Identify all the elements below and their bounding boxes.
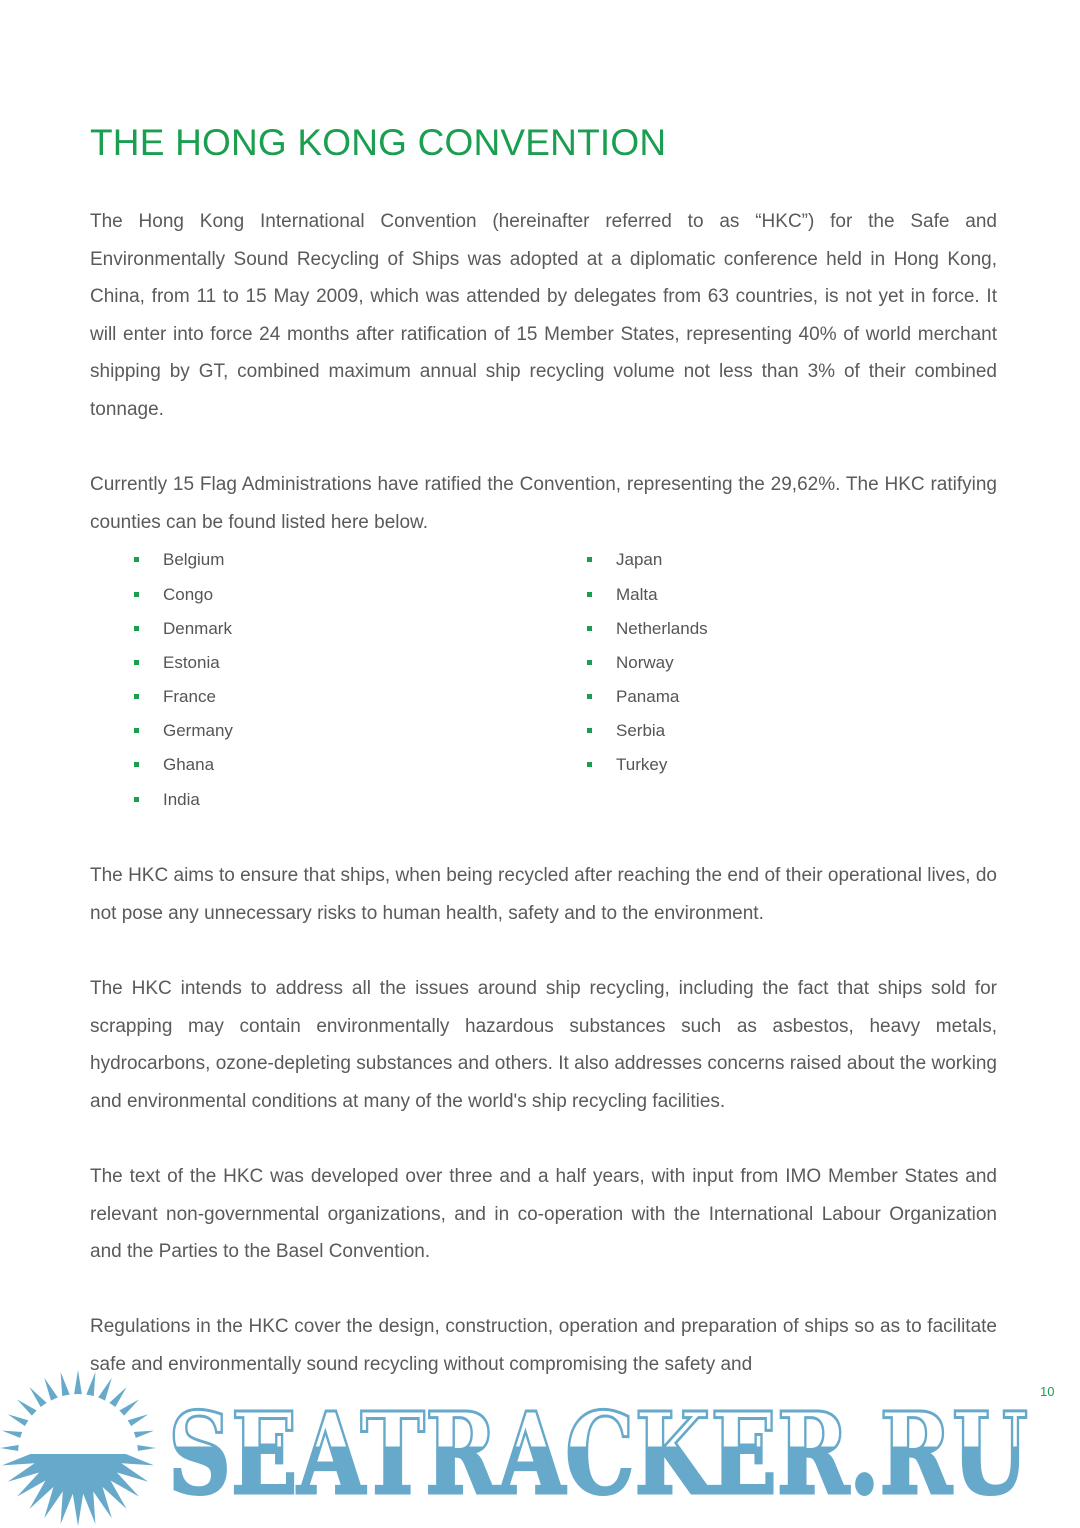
- bullet-icon: [134, 626, 139, 631]
- sun-icon: [0, 1370, 156, 1526]
- country-lists: [90, 543, 997, 815]
- country-list-left: [134, 543, 233, 817]
- paragraph-issues: The HKC intends to address all the issues around ship recycling, including the fact that ships sold for scrapping may contain environmentally hazardous substances such as asbestos, heavy metals, hydrocarbons, ozone-depleting substances and others. It also addresses concerns raised about the working and environmental conditions at many of the world's ship recycling facilities.: [90, 978, 997, 1112]
- country-name: Panama: [616, 687, 680, 707]
- list-item: [587, 578, 708, 612]
- watermark-text: SEATRACKER.RU: [168, 1389, 1028, 1520]
- country-name: Norway: [616, 652, 674, 672]
- bullet-icon: [134, 592, 139, 597]
- page-number: 10: [1040, 1384, 1055, 1399]
- list-item: [587, 646, 708, 680]
- bullet-icon: [587, 762, 592, 767]
- bullet-icon: [587, 728, 592, 733]
- paragraph-aims: The HKC aims to ensure that ships, when being recycled after reaching the end of their operational lives, do not pose any unnecessary risks to human health, safety and to the environment.: [90, 865, 997, 924]
- bullet-icon: [134, 728, 139, 733]
- page-title: THE HONG KONG CONVENTION: [90, 122, 667, 163]
- country-name: Turkey: [616, 755, 668, 775]
- bullet-icon: [587, 557, 592, 562]
- paragraph-ratification: Currently 15 Flag Administrations have ratified the Convention, representing the 29,62%. The HKC ratifying counties can be found listed here below.: [90, 474, 997, 533]
- seatracker-watermark-logo: [0, 1366, 1080, 1528]
- list-item: [587, 543, 708, 577]
- paragraph-development: The text of the HKC was developed over three and a half years, with input from IMO Member States and relevant non-governmental organizations, and in co-operation with the International Labour Organization and the Parties to the Basel Convention.: [90, 1166, 997, 1263]
- page-body: [90, 203, 997, 1384]
- list-item: [134, 748, 233, 782]
- country-name: Japan: [616, 550, 663, 570]
- bullet-icon: [587, 694, 592, 699]
- bullet-icon: [134, 762, 139, 767]
- country-name: Denmark: [163, 618, 232, 638]
- bullet-icon: [587, 626, 592, 631]
- list-item: [134, 543, 233, 577]
- bullet-icon: [134, 694, 139, 699]
- list-item: [587, 714, 708, 748]
- paragraph-intro: The Hong Kong International Convention (hereinafter referred to as “HKC”) for the Safe and Environmentally Sound Recycling of Ships was adopted at a diplomatic conference held in Hong Kong, China, from 11 to 15 May 2009, which was attended by delegates from 63 countries, is not yet in force. It will enter into force 24 months after ratification of 15 Member States, representing 40% of world merchant shipping by GT, combined maximum annual ship recycling volume not less than 3% of their combined tonnage.: [90, 211, 997, 420]
- list-item: [134, 714, 233, 748]
- country-name: Estonia: [163, 652, 220, 672]
- list-item: [134, 612, 233, 646]
- country-name: Malta: [616, 584, 658, 604]
- list-item: [587, 680, 708, 714]
- country-name: Congo: [163, 584, 214, 604]
- list-item: [134, 578, 233, 612]
- bullet-icon: [587, 660, 592, 665]
- country-list-right: [587, 543, 708, 782]
- country-name: Serbia: [616, 721, 666, 741]
- country-name: Belgium: [163, 550, 225, 570]
- list-item: [587, 748, 708, 782]
- country-name: India: [163, 789, 200, 809]
- country-name: Germany: [163, 721, 233, 741]
- country-name: Ghana: [163, 755, 215, 775]
- bullet-icon: [587, 592, 592, 597]
- list-item: [134, 646, 233, 680]
- paragraph-regulations: Regulations in the HKC cover the design, construction, operation and preparation of ships so as to facilitate safe and environmentally sound recycling without compromising the safety and: [90, 1316, 997, 1376]
- bullet-icon: [134, 797, 139, 802]
- country-name: France: [163, 687, 216, 707]
- list-item: [587, 612, 708, 646]
- list-item: [134, 783, 233, 817]
- bullet-icon: [134, 660, 139, 665]
- bullet-icon: [134, 557, 139, 562]
- list-item: [134, 680, 233, 714]
- country-name: Netherlands: [616, 618, 708, 638]
